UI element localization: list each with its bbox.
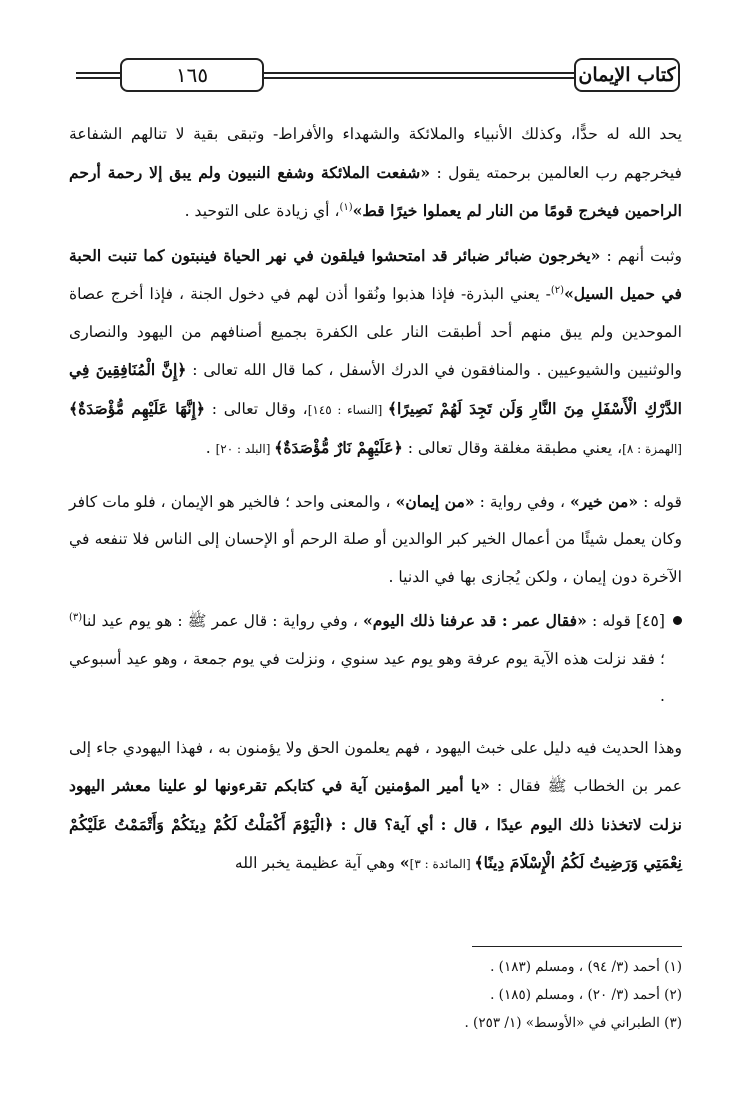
text-run: . — [205, 439, 216, 457]
hadith-quote: «يخرجون ضبائر ضبائر قد امتحشوا فيلقون في نهر الحياة فينبتون كما تنبت الحبة في حميل السيل» — [69, 245, 682, 303]
footnote-2: (٢) أحمد (٣/ ٢٠) ، ومسلم (١٨٥) . — [490, 987, 682, 1003]
text-run: ؛ فقد نزلت هذه الآية يوم عرفة وهو يوم عيد سنوي ، ونزلت في يوم جمعة ، وهو عيد أسبوعي . — [69, 649, 665, 705]
paragraph-1 — [69, 116, 682, 231]
hadith-quote: «شفعت الملائكة وشفع النبيون ولم يبق إلا رحمة أرحم الراحمين فيخرج قومًا من النار لم يعملوا خيرًا قط» — [69, 162, 682, 220]
text-run: ، يعني مطبقة مغلقة وقال تعالى : — [402, 439, 623, 457]
hadith-quote: «يا أمير المؤمنين آية في كتابكم تقرءونها لو علينا معشر اليهود نزلت لاتخذنا ذلك اليوم عيدًا ، قال : أي آية؟ قال : — [69, 776, 682, 834]
page-header — [76, 58, 680, 94]
verse-citation: [النساء : ١٤٥] — [307, 402, 388, 417]
text-run: - يعني البذرة- فإذا هذبوا ونُقوا أذن لهم في دخول الجنة ، فإذا أخرج عصاة الموحدين ولم يبق منهم أحد أطبقت النار على الكفرة بجميع أصنافهم من اليهود والنصارى والوثنيين والشيوعيين . والمنافقون في الدرك الأسفل ، كما قال الله تعالى : — [69, 285, 682, 379]
hadith-quote: «من إيمان» — [395, 491, 475, 511]
text-run: وثبت أنهم : — [600, 246, 682, 265]
footnote-ref: (١) — [339, 201, 353, 213]
quran-verse: ﴿إِنَّهَا عَلَيْهِم مُّؤْصَدَةٌ﴾ — [69, 398, 206, 418]
text-run: ، وفي رواية : — [474, 492, 570, 511]
paragraph-3 — [69, 483, 682, 597]
footnote-1: (١) أحمد (٣/ ٩٤) ، ومسلم (١٨٣) . — [490, 959, 682, 975]
commentary-item-45 — [69, 602, 682, 716]
quran-verse: ﴿إِنَّ الْمُنَافِقِينَ فِي الدَّرْكِ الْأَسْفَلِ مِنَ النَّارِ وَلَن تَجِدَ لَهُمْ نَصِيرًا﴾ — [69, 360, 682, 418]
text-run: يحد الله له حدًّا، وكذلك الأنبياء والملائكة والشهداء والأفراط- وتبقى بقية لا تنالهم الشفاعة فيخرجهم رب العالمين برحمته يقول : — [69, 125, 682, 182]
footnote-ref: (٣) — [69, 611, 83, 623]
footnote-3: (٣) الطبراني في «الأوسط» (١/ ٢٥٣) . — [464, 1015, 682, 1031]
text-run: وهي آية عظيمة يخبر الله — [234, 854, 400, 872]
text-run: قوله : — [638, 492, 682, 511]
header-rule-left — [76, 72, 120, 79]
quran-verse: ﴿عَلَيْهِمْ نَارٌ مُّؤْصَدَةٌ﴾ — [274, 438, 403, 457]
verse-citation: [المائدة : ٣] — [409, 857, 475, 871]
verse-citation: [الهمزة : ٨] — [622, 442, 682, 456]
paragraph-5 — [69, 730, 682, 884]
book-title: كتاب الإيمان — [574, 58, 680, 92]
quran-verse: ﴿الْيَوْمَ أَكْمَلْتُ لَكُمْ دِينَكُمْ وَأَتْمَمْتُ عَلَيْكُمْ نِعْمَتِي وَرَضِيتُ لَكُمُ الْإِسْلَامَ دِينًا﴾ — [69, 814, 682, 872]
page-number: ١٦٥ — [120, 58, 264, 92]
verse-citation: [البلد : ٢٠] — [215, 442, 275, 456]
hadith-quote: «فقال عمر : قد عرفنا ذلك اليوم» — [363, 611, 587, 630]
paragraph-2 — [69, 237, 682, 469]
text-run: وهذا الحديث فيه دليل على خبث اليهود ، فهم يعلمون الحق ولا يؤمنون به ، فهذا اليهودي جاء إلى عمر بن الخطاب ﷺ فقال : — [69, 738, 683, 795]
footnotes — [69, 953, 682, 1037]
main-text — [69, 116, 682, 884]
hadith-quote: «من خير» — [569, 491, 639, 511]
hadith-quote: » — [399, 853, 410, 872]
footnote-ref: (٢) — [550, 284, 565, 296]
header-rule — [264, 72, 574, 79]
bullet-icon — [673, 616, 682, 625]
text-run: ، وقال تعالى : — [205, 399, 308, 418]
footnote-separator — [472, 946, 682, 947]
text-run: [٤٥] قوله : — [586, 612, 665, 630]
text-run: ، وفي رواية : قال عمر ﷺ : هو يوم عيد لنا — [82, 612, 364, 630]
text-run: ، والمعنى واحد ؛ فالخير هو الإيمان ، فلو مات كافر وكان يعمل شيئًا من أعمال الخير كبر الوالدين أو صلة الرحم أو الإحسان إلى الناس فلا تنفعه في الآخرة دون إيمان ، ولكن يُجازى بها في الدنيا . — [69, 492, 682, 586]
text-run: ، أي زيادة على التوحيد . — [184, 202, 340, 220]
paragraph-4 — [69, 602, 665, 716]
